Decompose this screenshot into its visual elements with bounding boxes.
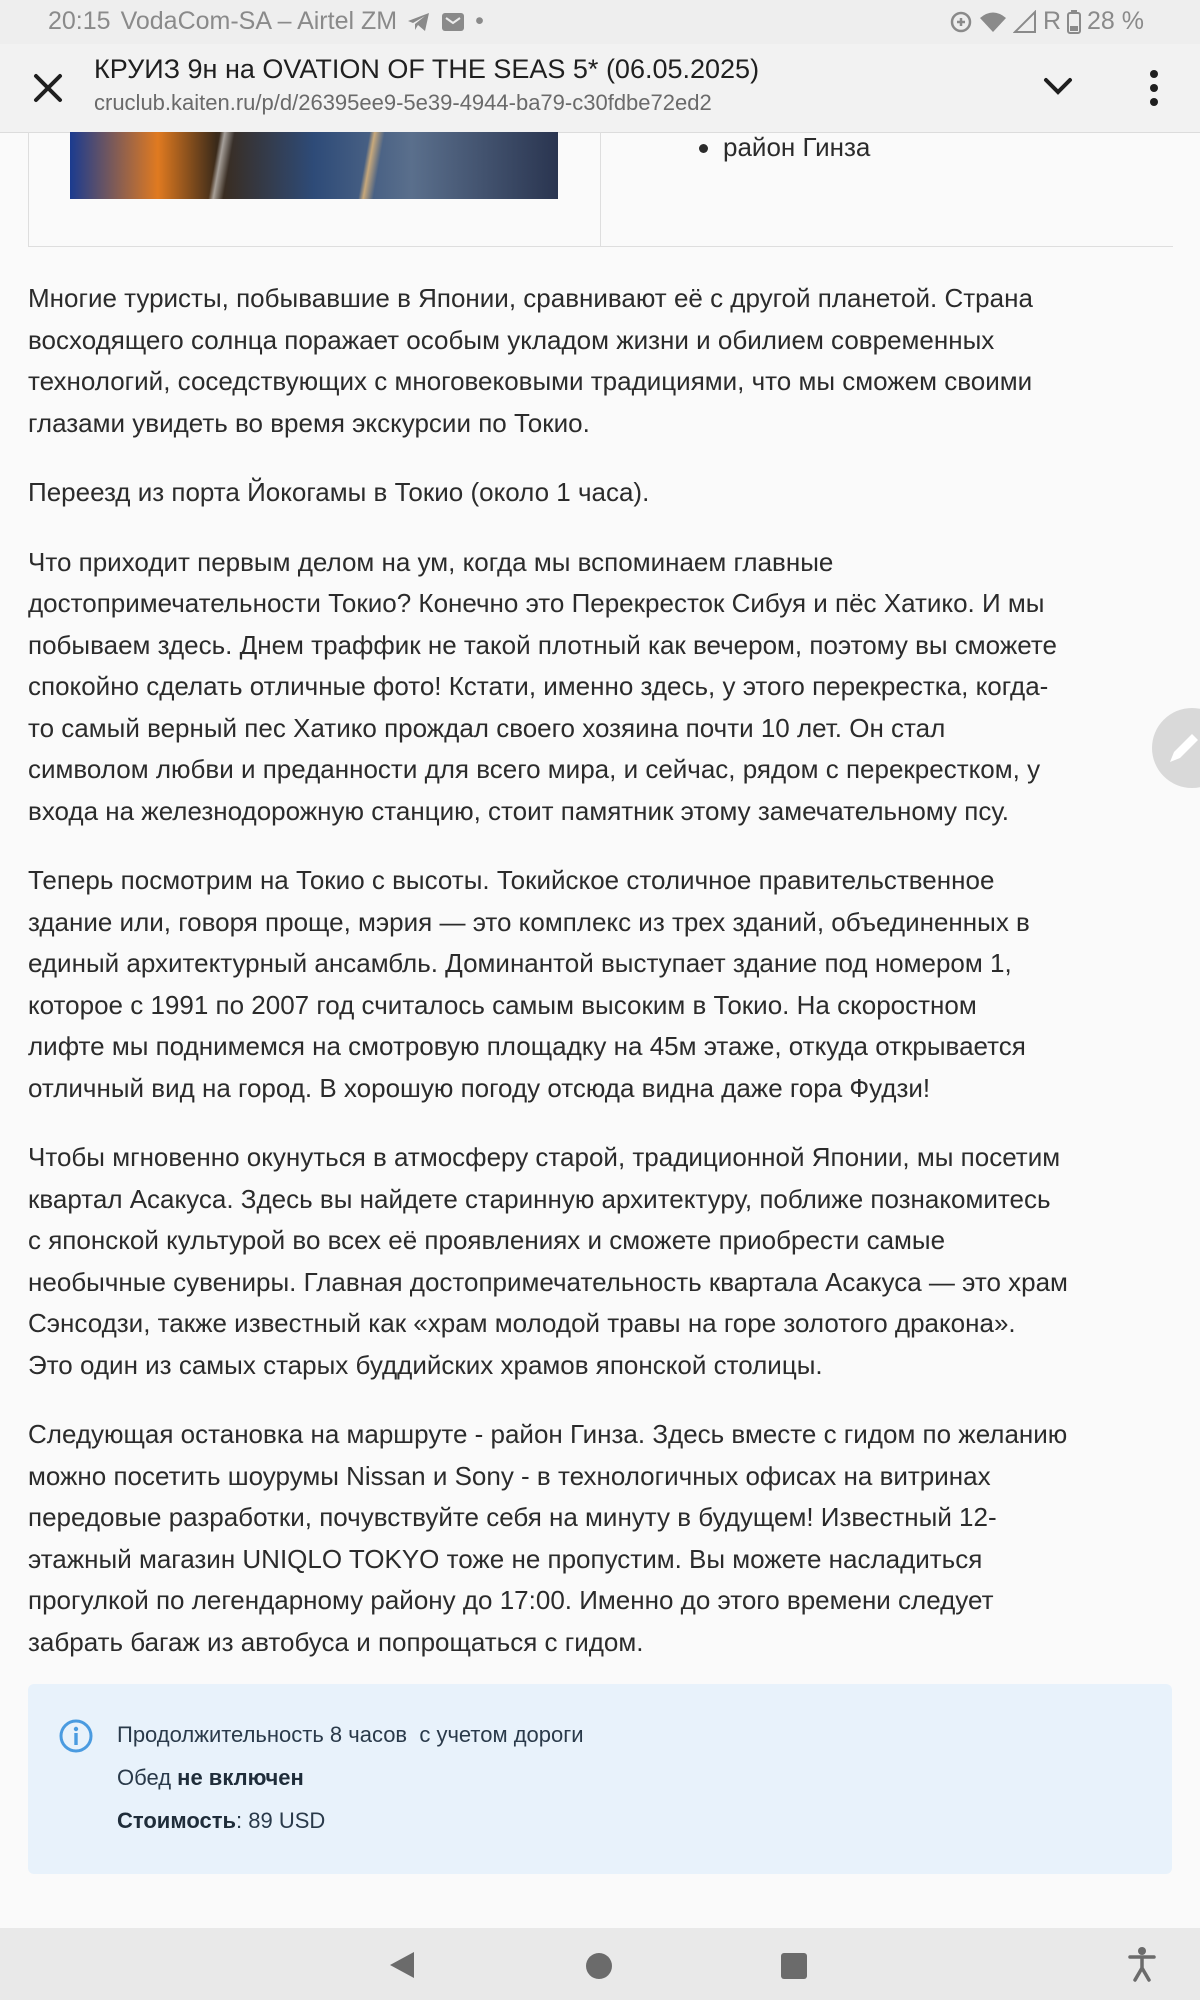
back-icon[interactable] [388,1950,416,1980]
lunch-value: не включен [177,1765,304,1790]
data-saver-icon [949,10,973,34]
paragraph: Чтобы мгновенно окунуться в атмосферу старой, традиционной Японии, мы посетим квартал Асакуса. Здесь вы найдете старинную архитектуру, поближе познакомитесь с японской культурой во всех её проявлениях и сможете приобрести самые необычные сувениры. Главная достопримечательность квартала Асакуса — это храм Сэнсодзи, также известный как «храм молодой травы на горе золотого дракона». Это один из самых старых буддийских храмов японской столицы. [28,1142,1068,1380]
info-icon [58,1718,94,1754]
lunch-text [117,1763,584,1806]
paragraph: Теперь посмотрим на Токио с высоты. Токийское столичное правительственное здание или, говоря проще, мэрия — это комплекс из трех зданий, объединенных в единый архитектурный ансамбль. Доминантой выступает здание под номером 1, которое с 1991 по 2007 год считалось самым высоким в Токио. На скоростном лифте мы поднимемся на смотровую площадку на 45м этаже, откуда открывается отличный вид на город. В хорошую погоду отсюда видна даже гора Фудзи! [28,865,1030,1103]
chevron-down-icon[interactable] [1040,68,1076,104]
status-time: 20:15 [48,7,111,35]
lunch-label: Обед [117,1765,178,1790]
price-value: : 89 USD [236,1808,326,1833]
roaming-indicator: R [1042,7,1062,35]
duration-text: Продолжительность 8 часов с учетом дороги [117,1722,584,1747]
accessibility-icon[interactable] [1128,1946,1156,1982]
city-photo [70,132,558,199]
paragraph: Следующая остановка на маршруте - район Гинза. Здесь вместе с гидом по желанию можно посетить шоурумы Nissan и Sony - в технологичных офисах на витринах передовые разработки, почувствуйте себя на минуту в будущем! Известный 12- этажный магазин UNIQLO TOKYO тоже не пропустим. Вы можете насладиться прогулкой по легендарному району до 17:00. Именно до этого времени следует забрать багаж из автобуса и попрощаться с гидом. [28,1419,1068,1657]
page-url[interactable]: cruclub.kaiten.ru/p/d/26395ee9-5e39-4944-ba79-c30fdbe72ed2 [94,90,712,115]
paragraph: Переезд из порта Йокогамы в Токио (около 1 часа). [28,477,650,507]
list-item: район Гинза [693,134,870,160]
page-title: КРУИЗ 9н на OVATION OF THE SEAS 5* (06.05.2025) [94,54,760,84]
home-button[interactable] [586,1953,612,1979]
previous-table-block [28,132,1173,247]
battery-percent: 28 % [1087,7,1144,35]
close-icon[interactable] [28,68,68,108]
status-bar [0,0,1200,44]
info-box [28,1684,1172,1874]
battery-icon [1067,10,1081,34]
browser-toolbar [0,44,1200,133]
price-label: Стоимость [117,1808,237,1833]
status-carrier: VodaCom-SA – Airtel ZM [120,7,398,35]
recent-apps-button[interactable] [781,1953,807,1979]
table-divider [600,132,601,246]
status-dot: • [475,7,484,35]
paragraph: Многие туристы, побывавшие в Японии, сравнивают её с другой планетой. Страна восходящего солнца поражает особым укладом жизни и обилием современных технологий, соседствующих с многовековыми традициями, что мы сможем своими глазами увидеть во время экскурсии по Токио. [28,283,1033,438]
telegram-icon [407,11,431,33]
price-text [117,1806,584,1849]
paragraph: Что приходит первым делом на ум, когда мы вспоминаем главные достопримечательности Токио? Конечно это Перекресток Сибуя и пёс Хатико. И мы побываем здесь. Днем траффик не такой плотный как вечером, поэтому вы сможете спокойно сделать отличные фото! Кстати, именно здесь, у этого перекрестка, когда- то самый верный пес Хатико прождал своего хозяина почти 10 лет. Он стал символом любви и преданности для всего мира, и сейчас, рядом с перекрестком, у входа на железнодорожную станцию, стоит памятник этому замечательному псу. [28,546,1057,826]
more-vert-icon[interactable] [1136,68,1172,108]
article-body [28,278,1178,1691]
itinerary-list [693,134,870,160]
pencil-icon [1166,730,1200,766]
wifi-icon [979,10,1007,34]
system-nav-bar [0,1928,1200,2000]
mail-icon [441,11,465,33]
signal-icon [1013,10,1037,34]
